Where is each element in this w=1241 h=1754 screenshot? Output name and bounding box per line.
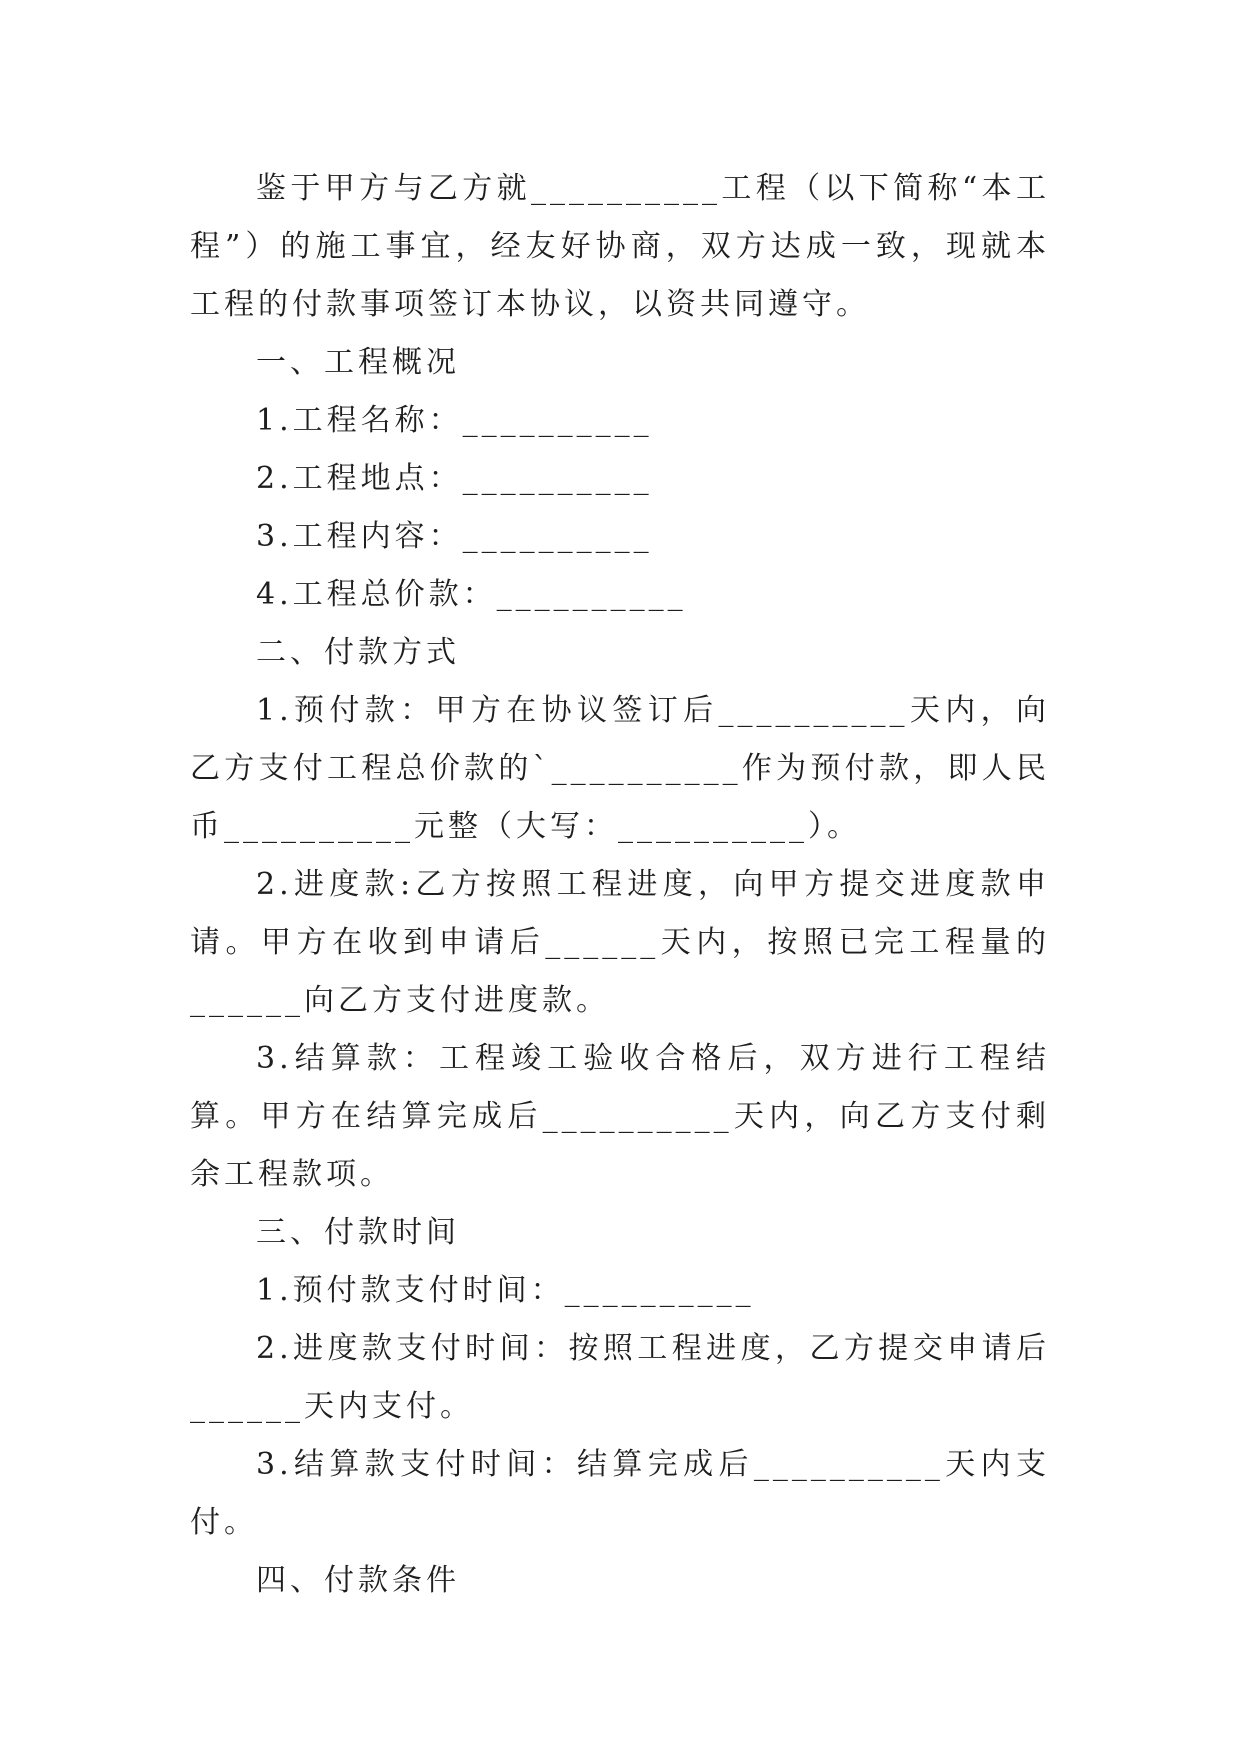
intro-paragraph: 鉴于甲方与乙方就__________工程（以下简称“本工程”）的施工事宜，经友好协商，双方达成一致，现就本工程的付款事项签订本协议，以资共同遵守。 (190, 171, 1050, 322)
section-heading-payment-method: 二、付款方式 (256, 635, 460, 670)
section-heading-payment-time: 三、付款时间 (256, 1215, 460, 1250)
section-heading-project-overview: 一、工程概况 (256, 345, 460, 380)
project-content-line: 3.工程内容：__________ (256, 519, 653, 554)
advance-payment-paragraph: 1.预付款：甲方在协议签订后__________天内，向乙方支付工程总价款的`__________作为预付款，即人民币__________元整（大写：__________）。 (190, 693, 1050, 844)
settlement-payment-time-line: 3.结算款支付时间：结算完成后__________天内支付。 (190, 1447, 1050, 1540)
section-heading-payment-conditions: 四、付款条件 (256, 1563, 460, 1598)
project-name-line: 1.工程名称：__________ (256, 403, 653, 438)
progress-payment-paragraph: 2.进度款:乙方按照工程进度，向甲方提交进度款申请。甲方在收到申请后______天内，按照已完工程量的______向乙方支付进度款。 (190, 867, 1050, 1018)
document-body (190, 160, 1050, 1610)
advance-payment-time-line: 1.预付款支付时间：__________ (256, 1273, 755, 1308)
settlement-payment-paragraph: 3.结算款：工程竣工验收合格后，双方进行工程结算。甲方在结算完成后__________天内，向乙方支付剩余工程款项。 (190, 1041, 1050, 1192)
project-total-price-line: 4.工程总价款：__________ (256, 577, 687, 612)
project-location-line: 2.工程地点：__________ (256, 461, 653, 496)
progress-payment-time-line: 2.进度款支付时间：按照工程进度，乙方提交申请后______天内支付。 (190, 1331, 1050, 1424)
